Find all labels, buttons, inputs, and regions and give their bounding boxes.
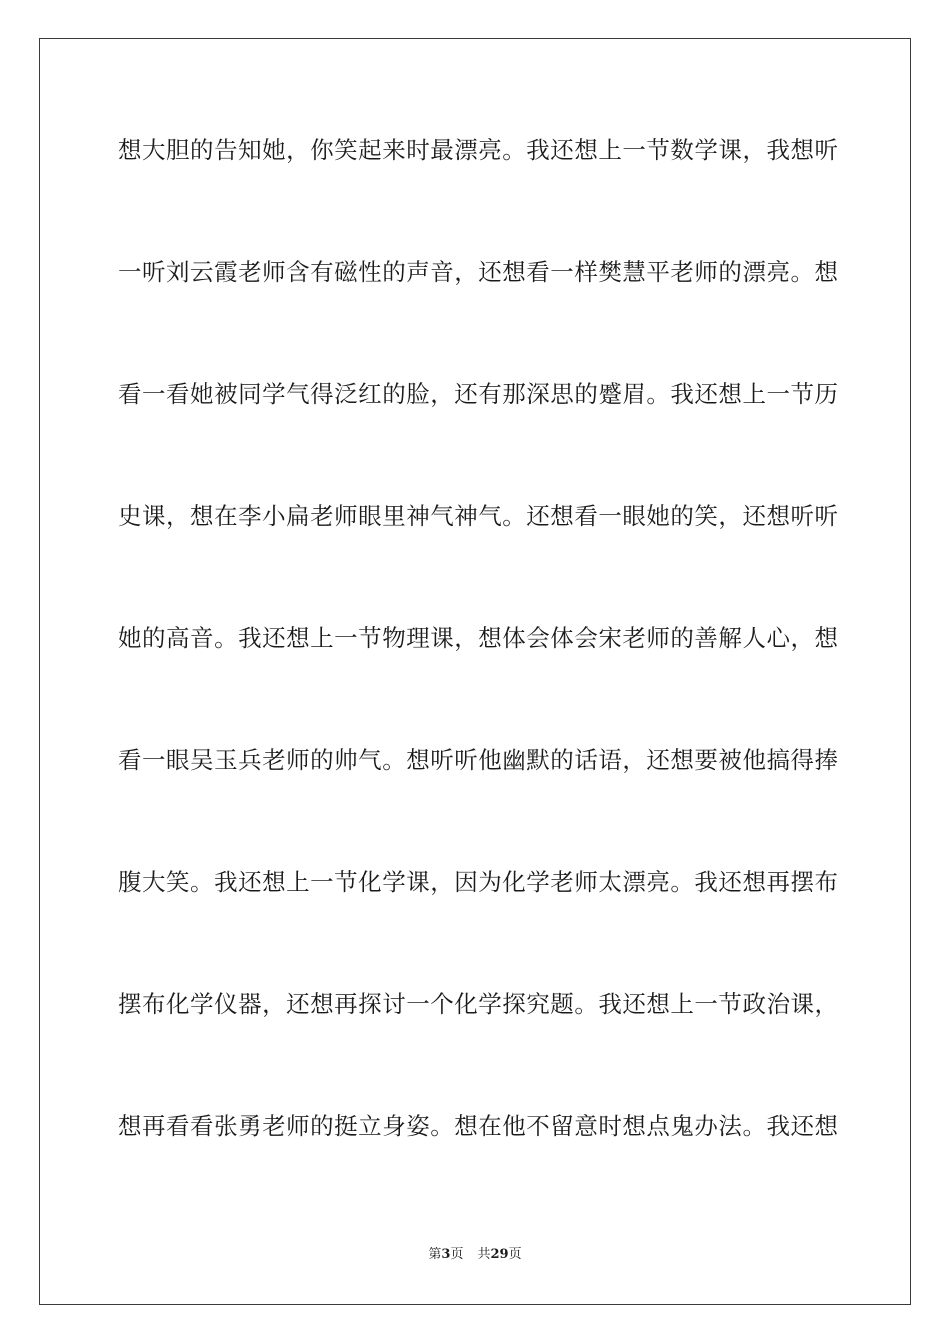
body-text-line: 想再看看张勇老师的挺立身姿。想在他不留意时想点鬼办法。我还想 (118, 1112, 838, 1140)
body-text-line: 摆布化学仪器，还想再探讨一个化学探究题。我还想上一节政治课， (118, 990, 838, 1018)
page-number: 3 (441, 1247, 451, 1262)
page-footer (0, 1243, 950, 1262)
total-pages: 29 (490, 1247, 509, 1262)
document-body (118, 128, 838, 1226)
total-pages-prefix: 共 (477, 1247, 491, 1262)
body-text-line: 她的高音。我还想上一节物理课，想体会体会宋老师的善解人心，想 (118, 624, 838, 652)
body-text-line: 看一看她被同学气得泛红的脸，还有那深思的蹙眉。我还想上一节历 (118, 380, 838, 408)
body-text-line: 看一眼吴玉兵老师的帅气。想听听他幽默的话语，还想要被他搞得捧 (118, 746, 838, 774)
total-pages-suffix: 页 (508, 1247, 522, 1262)
body-text-line: 史课，想在李小扁老师眼里神气神气。还想看一眼她的笑，还想听听 (118, 502, 838, 530)
body-text-line: 腹大笑。我还想上一节化学课，因为化学老师太漂亮。我还想再摆布 (118, 868, 838, 896)
body-text-line: 一听刘云霞老师含有磁性的声音，还想看一样樊慧平老师的漂亮。想 (118, 258, 838, 286)
body-text-line: 想大胆的告知她，你笑起来时最漂亮。我还想上一节数学课，我想听 (118, 136, 838, 164)
page-number-suffix: 页 (450, 1247, 464, 1262)
page-number-prefix: 第 (428, 1247, 442, 1262)
